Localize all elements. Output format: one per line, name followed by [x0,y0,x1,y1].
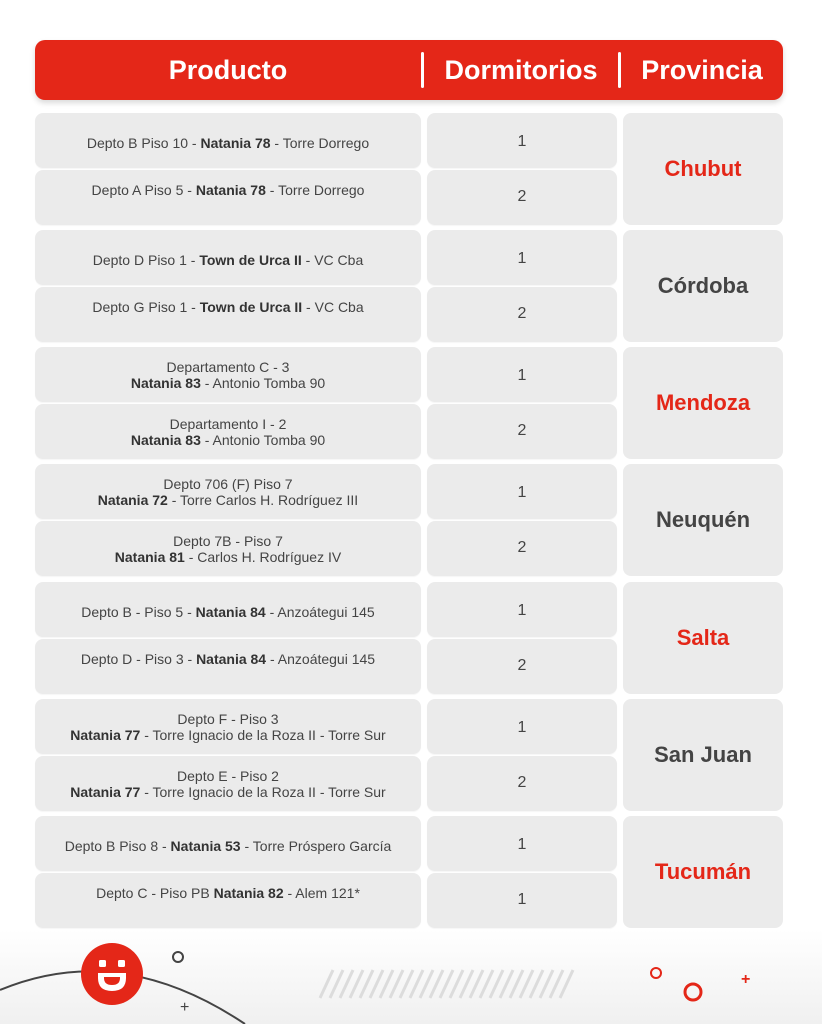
product-text-line [35,135,421,151]
product-building-name: Natania 78 [195,182,266,198]
product-cell [35,521,421,576]
product-text: - Anzoátegui 145 [265,604,375,620]
product-text: - VC Cba [301,252,364,268]
province-name: Chubut [664,156,742,181]
product-text-line [35,492,421,508]
product-text-line [35,727,421,743]
product-text-line [35,359,421,375]
product-building-name: Natania 83 [130,375,201,391]
product-text: Depto D Piso 1 - [92,252,200,268]
product-building-name: Natania 84 [196,651,267,667]
product-text-line [35,476,421,492]
province-group [35,464,783,576]
province-cell [623,582,783,694]
header-dormitorios: Dormitorios [444,55,598,85]
dormitorios-cell [427,113,617,168]
product-cell [35,582,421,637]
product-text-line [35,252,421,268]
product-text: - Alem 121* [283,885,360,901]
product-cell [35,404,421,459]
dormitorios-value: 1 [517,602,527,619]
province-group [35,113,783,225]
province-name: Córdoba [657,273,749,298]
dormitorios-value: 2 [517,422,527,439]
dormitorios-value: 1 [517,836,527,853]
product-text-line [35,533,421,549]
product-text: - Torre Dorrego [265,182,365,198]
product-cell [35,230,421,285]
product-building-name: Natania 53 [170,838,241,854]
province-name: San Juan [654,742,752,767]
province-cell [623,699,783,811]
product-text-line [35,711,421,727]
product-text: - Torre Próspero García [240,838,392,854]
product-cell [35,347,421,402]
dormitorios-cell [427,170,617,225]
product-text: Depto B Piso 10 - [86,135,201,151]
product-text-line [35,299,421,315]
product-cell [35,170,421,225]
header-producto: Producto [168,55,288,85]
product-building-name: Natania 72 [97,492,168,508]
dormitorios-cell [427,756,617,811]
product-text-line [35,651,421,667]
product-text: Depto E - Piso 2 [177,768,279,784]
province-cell [623,347,783,459]
product-text: - Torre Dorrego [270,135,370,151]
product-text: Depto B Piso 8 - [64,838,171,854]
product-building-name: Town de Urca II [199,252,302,268]
dormitorios-cell [427,404,617,459]
product-text-line [35,604,421,620]
province-cell [623,230,783,342]
province-cell [623,816,783,928]
product-text: - Torre Ignacio de la Roza II - Torre Sur [140,784,386,800]
product-building-name: Natania 78 [200,135,271,151]
province-name: Tucumán [654,859,752,884]
product-building-name: Natania 82 [213,885,284,901]
dormitorios-value: 1 [517,891,527,908]
dormitorios-value: 2 [517,657,527,674]
product-text: Depto D - Piso 3 - [80,651,197,667]
product-text: Departamento I - 2 [169,416,287,432]
product-text: Depto C - Piso PB [96,885,214,901]
product-text: Depto A Piso 5 - [91,182,196,198]
dormitorios-value: 1 [517,367,527,384]
dormitorios-cell [427,230,617,285]
product-text-line [35,768,421,784]
product-text-line [35,885,421,901]
product-cell [35,816,421,871]
dormitorios-cell [427,347,617,402]
svg-text:+: + [741,971,751,988]
product-building-name: Natania 81 [114,549,185,565]
product-cell [35,756,421,811]
dormitorios-value: 2 [517,305,527,322]
province-group [35,230,783,342]
province-name: Mendoza [655,390,751,415]
product-building-name: Natania 84 [195,604,266,620]
province-name: Neuquén [655,507,751,532]
product-building-name: Town de Urca II [199,299,303,315]
dormitorios-value: 2 [517,774,527,791]
province-group [35,347,783,459]
svg-text:+: + [180,999,190,1016]
product-text-line [35,182,421,198]
product-building-name: Natania 77 [70,784,141,800]
product-text: - Torre Carlos H. Rodríguez III [167,492,359,508]
product-cell [35,113,421,168]
province-cell [623,464,783,576]
province-group [35,582,783,694]
dormitorios-value: 1 [517,250,527,267]
dormitorios-cell [427,287,617,342]
product-text-line [35,838,421,854]
province-group [35,699,783,811]
dormitorios-value: 1 [517,484,527,501]
product-text: Departamento C - 3 [166,359,290,375]
dormitorios-cell [427,873,617,928]
product-text: - VC Cba [302,299,364,315]
product-text-line [35,416,421,432]
dormitorios-cell [427,639,617,694]
product-building-name: Natania 77 [70,727,141,743]
header-provincia: Provincia [641,55,763,85]
dormitorios-value: 2 [517,539,527,556]
product-text: - Anzoátegui 145 [266,651,376,667]
product-cell [35,639,421,694]
province-name: Salta [676,625,730,650]
dormitorios-cell [427,464,617,519]
dormitorios-value: 2 [517,188,527,205]
product-cell [35,287,421,342]
table-header [35,40,783,100]
product-cell [35,699,421,754]
product-text: Depto 706 (F) Piso 7 [163,476,293,492]
smiley-logo-icon [80,942,144,1006]
product-text-line [35,784,421,800]
product-text: - Antonio Tomba 90 [200,375,326,391]
dormitorios-cell [427,521,617,576]
product-cell [35,873,421,928]
product-text-line [35,432,421,448]
dormitorios-value: 1 [517,719,527,736]
product-text: Depto G Piso 1 - [92,299,200,315]
product-text: - Antonio Tomba 90 [200,432,326,448]
product-text-line [35,549,421,565]
product-text: - Carlos H. Rodríguez IV [184,549,342,565]
product-text: Depto 7B - Piso 7 [173,533,283,549]
product-text: Depto F - Piso 3 [177,711,279,727]
dormitorios-value: 1 [517,133,527,150]
product-text: Depto B - Piso 5 - [81,604,196,620]
dormitorios-cell [427,582,617,637]
product-text: - Torre Ignacio de la Roza II - Torre Sur [140,727,386,743]
product-cell [35,464,421,519]
province-cell [623,113,783,225]
dormitorios-cell [427,816,617,871]
province-group [35,816,783,928]
dormitorios-cell [427,699,617,754]
product-building-name: Natania 83 [130,432,201,448]
product-text-line [35,375,421,391]
